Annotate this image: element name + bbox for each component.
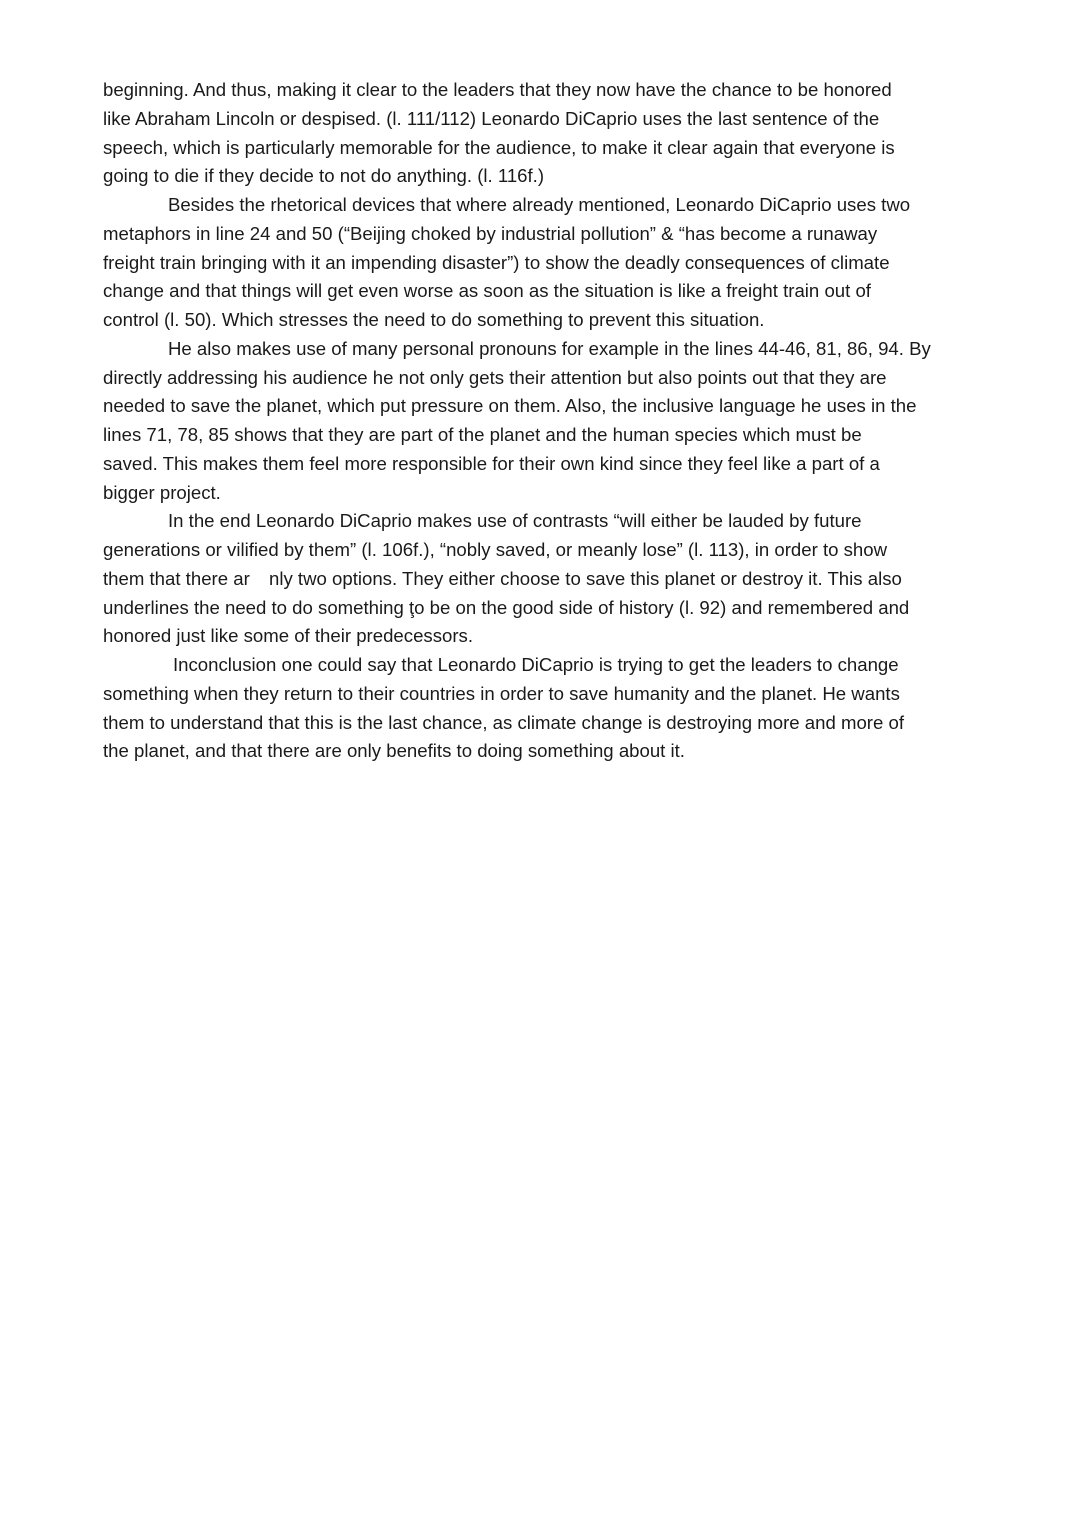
paragraph-3 — [103, 335, 983, 508]
text-line: them that there ar nly two options. They either choose to save this planet or destroy it. This also — [103, 567, 902, 589]
text-line: the planet, and that there are only benefits to doing something about it. — [103, 740, 685, 762]
text-line: change and that things will get even worse as soon as the situation is like a freight train out of — [103, 280, 871, 302]
text-line: needed to save the planet, which put pressure on them. Also, the inclusive language he uses in the — [103, 395, 917, 417]
text-line: In the end Leonardo DiCaprio makes use of contrasts “will either be lauded by future — [168, 510, 862, 532]
paragraph-2 — [103, 191, 983, 335]
paragraph-5 — [103, 651, 983, 766]
text-line: generations or vilified by them” (l. 106f.), “nobly saved, or meanly lose” (l. 113), in order to show — [103, 539, 888, 560]
text-line: bigger project. — [103, 481, 221, 503]
text-line: He also makes use of many personal pronouns for example in the lines 44-46, 81, 86, 94. By — [168, 337, 931, 359]
text-line: going to die if they decide to not do anything. (l. 116f.) — [103, 165, 545, 187]
text-line: underlines the need to do something ţo be on the good side of history (l. 92) and remembered and — [103, 596, 910, 618]
text-line: metaphors in line 24 and 50 (“Beijing choked by industrial pollution” & “has become a runaway — [103, 222, 878, 244]
paragraph-4 — [103, 507, 983, 651]
text-line: something when they return to their countries in order to save humanity and the planet. He wants — [103, 682, 900, 704]
text-line: directly addressing his audience he not only gets their attention but also points out that they are — [103, 366, 887, 388]
text-line: them to understand that this is the last chance, as climate change is destroying more and more of — [103, 711, 904, 733]
text-line: saved. This makes them feel more responsible for their own kind since they feel like a part of a — [103, 452, 880, 474]
text-line: control (l. 50). Which stresses the need to do something to prevent this situation. — [103, 309, 765, 330]
text-line: freight train bringing with it an impending disaster”) to show the deadly consequences of climate — [103, 251, 890, 273]
text-line: speech, which is particularly memorable for the audience, to make it clear again that everyone is — [103, 136, 895, 158]
text-line: beginning. And thus, making it clear to the leaders that they now have the chance to be honored — [103, 79, 892, 100]
text-line: Inconclusion one could say that Leonardo DiCaprio is trying to get the leaders to change — [173, 654, 899, 675]
paragraph-1 — [103, 76, 983, 191]
text-line: like Abraham Lincoln or despised. (l. 111/112) Leonardo DiCaprio uses the last sentence of the — [103, 107, 880, 129]
text-line: lines 71, 78, 85 shows that they are part of the planet and the human species which must be — [103, 424, 862, 445]
text-line: Besides the rhetorical devices that where already mentioned, Leonardo DiCaprio uses two — [168, 194, 911, 215]
essay-body — [103, 76, 983, 766]
text-line: honored just like some of their predecessors. — [103, 625, 473, 647]
